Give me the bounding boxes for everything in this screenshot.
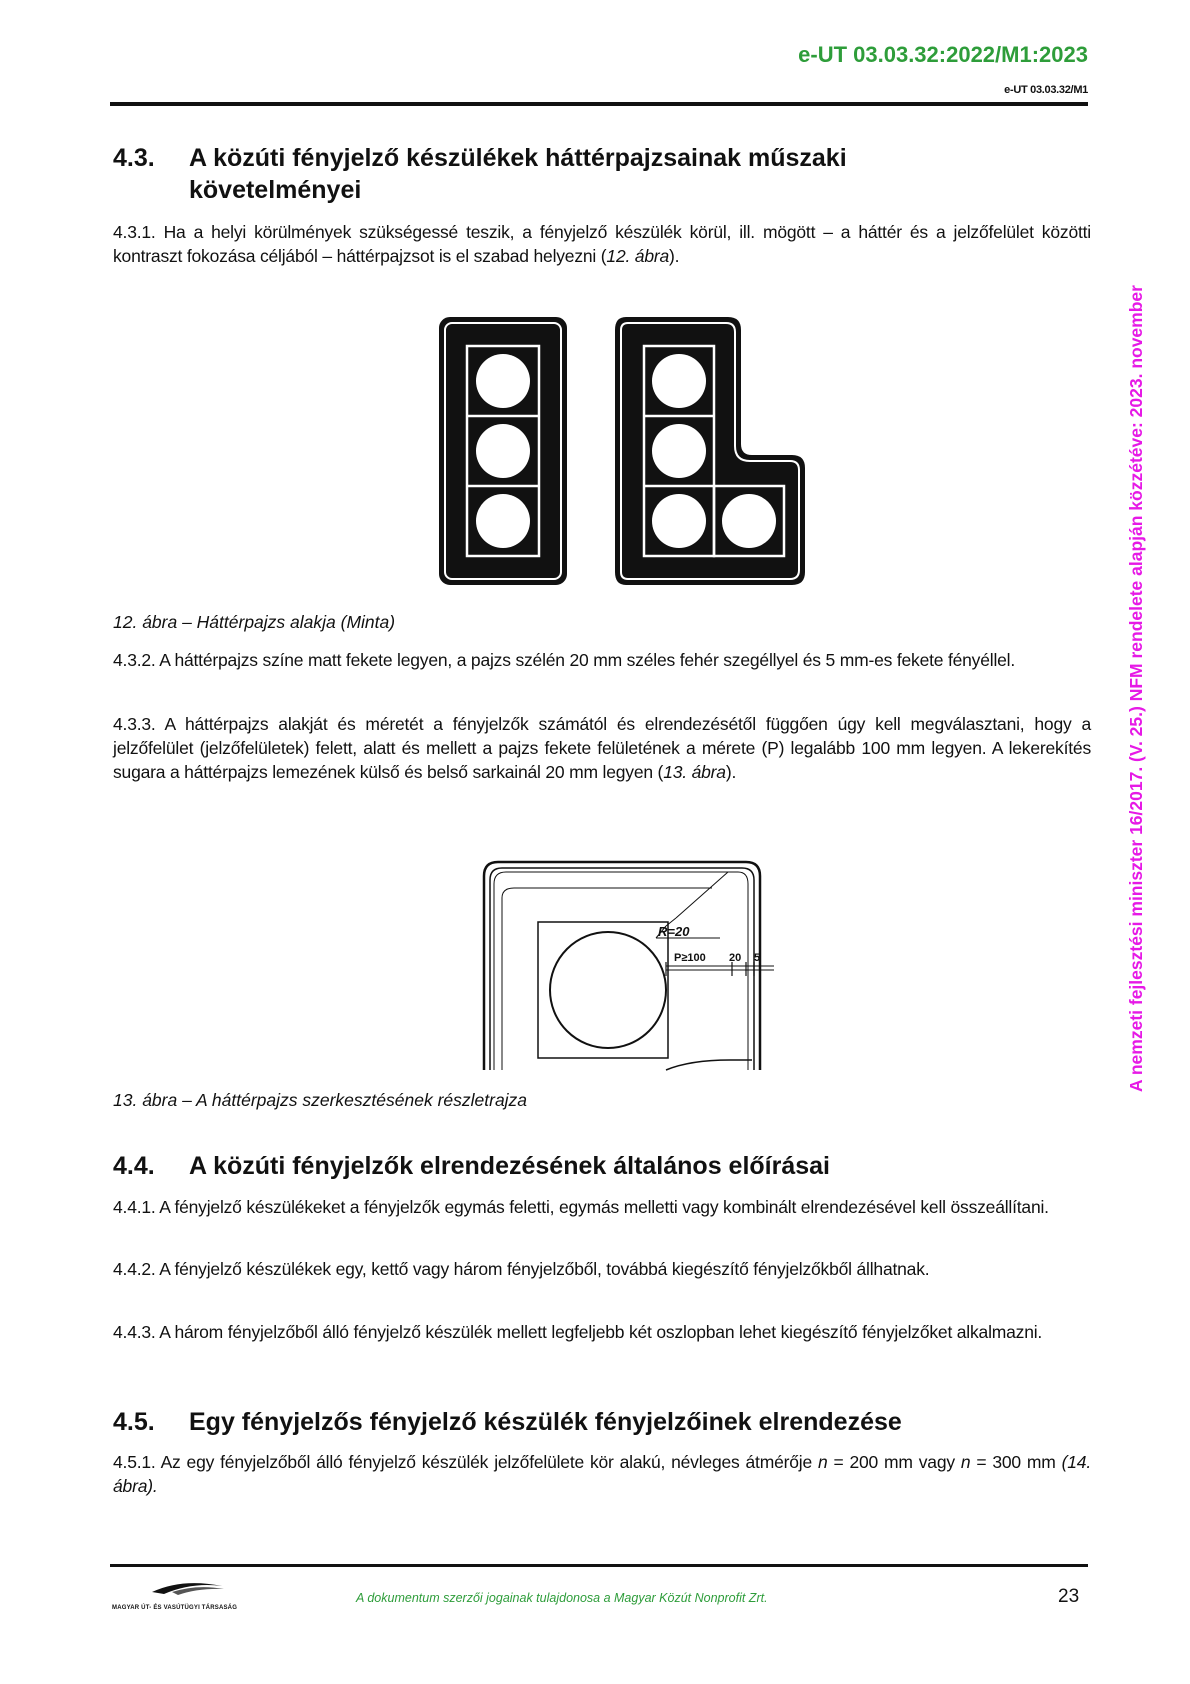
- variable-n: n: [817, 1452, 828, 1472]
- document-code: e-UT 03.03.32:2022/M1:2023: [798, 42, 1088, 67]
- signal-lamp: [652, 494, 706, 548]
- border-width-label: 20: [729, 952, 742, 964]
- header-rule: [110, 102, 1088, 106]
- signal-lamp: [476, 494, 530, 548]
- paragraph-text: = 200 mm vagy: [827, 1452, 961, 1472]
- copyright-note: A dokumentum szerzői jogainak tulajdonosa a Magyar Közút Nonprofit Zrt.: [356, 1591, 768, 1605]
- variable-n: n: [960, 1452, 971, 1472]
- paragraph-4-4-1: 4.4.1. A fényjelző készülékeket a fényjelzők egymás feletti, egymás melletti vagy kombinált elrendezésével kell összeállítani.: [113, 1197, 1049, 1217]
- figure-12-caption: 12. ábra – Háttérpajzs alakja (Minta): [113, 612, 396, 632]
- figure-12-backplate-shapes: [438, 316, 818, 590]
- figure-reference: (14. ábra).: [113, 1452, 1091, 1496]
- paragraph-text: 4.3.1. Ha a helyi körülmények szükségessé teszik, a fényjelző készülék körül, ill. mögött – a háttér és a jelzőfelület közötti kontraszt fokozása céljából – háttérpajzsot is el szabad helyezni (: [113, 222, 1091, 266]
- paragraph-text: 4.3.3. A háttérpajzs alakját és méretét a fényjelzők számától és elrendezésétől függően úgy kell megválasztani, hogy a jelzőfelület (jelzőfelületek) felett, alatt és mellett a pajzs fekete felületének a mérete (P) legalább 100 mm legyen. A lekerekítés sugara a háttérpajzs lemezének külső és belső sarkainál 20 mm legyen (: [113, 714, 1091, 782]
- paragraph-4-4-3: 4.4.3. A három fényjelzőből álló fényjelző készülék mellett legfeljebb két oszlopban lehet kiegészítő fényjelzőket alkalmazni.: [113, 1322, 1043, 1342]
- footer-rule: [110, 1564, 1088, 1567]
- edge-width-label: 5: [754, 952, 761, 964]
- paragraph-text: 4.5.1. Az egy fényjelzőből álló fényjelző készülék jelzőfelülete kör alakú, névleges átmérője: [113, 1452, 818, 1472]
- figure-13-construction-detail: [480, 858, 780, 1074]
- paragraph-text: = 300 mm: [970, 1452, 1062, 1472]
- society-logo: [112, 1580, 262, 1611]
- radius-label: R=20: [658, 924, 690, 939]
- paragraph-text-end: ).: [669, 246, 680, 266]
- section-title: A közúti fényjelző készülékek háttérpajzsainak műszaki: [189, 144, 847, 172]
- backplate-l-shaped: [616, 318, 804, 584]
- paragraph-4-3-2: 4.3.2. A háttérpajzs színe matt fekete legyen, a pajzs szélén 20 mm széles fehér szegéllyel és 5 mm-es fekete fényéllel.: [113, 650, 1016, 670]
- padding-label: P≥100: [674, 952, 706, 964]
- signal-lamp: [476, 354, 530, 408]
- paragraph-4-3-3: [113, 712, 1091, 784]
- section-heading-4-5: [113, 1406, 902, 1438]
- signal-lamp: [722, 494, 776, 548]
- paragraph-4-4-2: 4.4.2. A fényjelző készülékek egy, kettő vagy három fényjelzőből, továbbá kiegészítő fényjelzőkből állhatnak.: [113, 1259, 930, 1279]
- section-title: A közúti fényjelzők elrendezésének általános előírásai: [189, 1152, 830, 1180]
- figure-13-caption: 13. ábra – A háttérpajzs szerkesztésének részletrajza: [113, 1090, 528, 1110]
- figure-reference: 12. ábra: [606, 246, 670, 266]
- section-heading-4-4: [113, 1150, 830, 1182]
- logo-swoosh-icon: [112, 1580, 262, 1600]
- figure-reference: 13. ábra: [663, 762, 726, 782]
- signal-lamp: [652, 424, 706, 478]
- logo-text: MAGYAR ÚT- ÉS VASÚTÜGYI TÁRSASÁG: [112, 1605, 238, 1611]
- signal-lamp: [476, 424, 530, 478]
- section-number: 4.5.: [113, 1408, 155, 1436]
- signal-lamp-outline: [550, 932, 666, 1048]
- publication-side-note: A nemzeti fejlesztési miniszter 16/2017. (V. 25.) NFM rendelete alapján közzétéve: 2023. november: [1126, 285, 1146, 1092]
- paragraph-4-5-1: [113, 1450, 1091, 1498]
- section-number: 4.4.: [113, 1152, 155, 1180]
- section-title: Egy fényjelzős fényjelző készülék fényjelzőinek elrendezése: [189, 1408, 902, 1436]
- document-subcode: e-UT 03.03.32/M1: [1004, 84, 1088, 96]
- section-title-cont: követelményei: [189, 176, 362, 204]
- signal-lamp: [652, 354, 706, 408]
- page-number: 23: [1058, 1586, 1080, 1607]
- section-heading-4-3: [113, 142, 847, 206]
- paragraph-text-end: ).: [725, 762, 737, 782]
- section-number: 4.3.: [113, 144, 155, 172]
- paragraph-4-3-1: [113, 220, 1091, 268]
- backplate-vertical: [440, 318, 566, 584]
